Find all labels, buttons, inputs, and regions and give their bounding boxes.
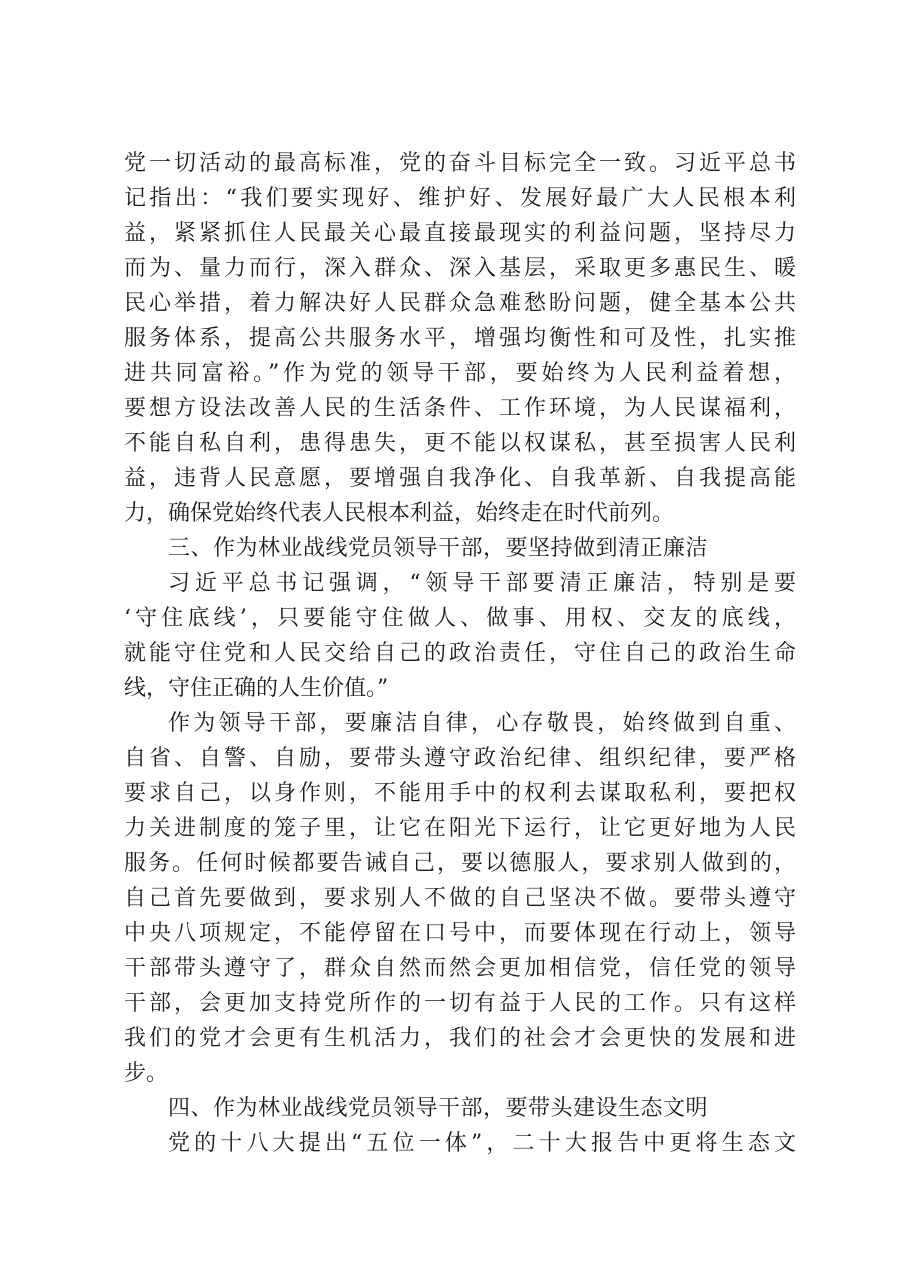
text-line: 自省、自警、自励，要带头遵守政治纪律、组织纪律，要严格 <box>124 746 796 771</box>
text-line: 作为领导干部，要廉洁自律，心存敬畏，始终做到自重、 <box>168 711 796 736</box>
text-line: 力关进制度的笼子里，让它在阳光下运行，让它更好地为人民 <box>124 816 796 841</box>
section-heading <box>124 1091 796 1126</box>
text-line: 我们的党才会更有生机活力，我们的社会才会更快的发展和进 <box>124 1026 796 1051</box>
paragraph <box>124 706 796 1091</box>
text-line: 干部，会更加支持党所作的一切有益于人民的工作。只有这样 <box>124 991 796 1016</box>
text-line: 进共同富裕。”作为党的领导干部，要始终为人民利益着想， <box>124 361 796 386</box>
text-line: 益，违背人民意愿，要增强自我净化、自我革新、自我提高能 <box>124 466 796 491</box>
text-line: 步。 <box>124 1061 169 1086</box>
text-line: 中央八项规定，不能停留在口号中，而要体现在行动上，领导 <box>124 921 796 946</box>
text-line: 记指出：“我们要实现好、维护好、发展好最广大人民根本利 <box>124 186 796 211</box>
text-line: 服务。任何时候都要告诫自己，要以德服人，要求别人做到的， <box>124 851 796 876</box>
text-line: 力，确保党始终代表人民根本利益，始终走在时代前列。 <box>124 501 675 526</box>
text-line: 不能自私自利，患得患失，更不能以权谋私，甚至损害人民利 <box>124 431 796 456</box>
text-line: 干部带头遵守了，群众自然而然会更加相信党，信任党的领导 <box>124 956 796 981</box>
text-line: 党一切活动的最高标准，党的奋斗目标完全一致。习近平总书 <box>124 151 796 176</box>
text-line: 习近平总书记强调，“领导干部要清正廉洁，特别是要 <box>168 571 796 596</box>
heading-text: 四、作为林业战线党员领导干部，要带头建设生态文明 <box>168 1096 709 1121</box>
paragraph <box>124 1126 796 1161</box>
paragraph <box>124 566 796 706</box>
document-body <box>124 146 796 1161</box>
text-line: 自己首先要做到，要求别人不做的自己坚决不做。要带头遵守 <box>124 886 796 911</box>
text-line: 要想方设法改善人民的生活条件、工作环境，为人民谋福利， <box>124 396 796 421</box>
text-line: 线，守住正确的人生价值。” <box>124 676 389 701</box>
text-line: 就能守住党和人民交给自己的政治责任，守住自己的政治生命 <box>124 641 796 666</box>
text-line: 服务体系，提高公共服务水平，增强均衡性和可及性，扎实推 <box>124 326 796 351</box>
text-line: 益，紧紧抓住人民最关心最直接最现实的利益问题，坚持尽力 <box>124 221 796 246</box>
text-line: 要求自己，以身作则，不能用手中的权利去谋取私利，要把权 <box>124 781 796 806</box>
text-line: 民心举措，着力解决好人民群众急难愁盼问题，健全基本公共 <box>124 291 796 316</box>
text-line: ‘守住底线’，只要能守住做人、做事、用权、交友的底线， <box>124 606 796 631</box>
paragraph <box>124 146 796 531</box>
text-line: 党的十八大提出“五位一体”，二十大报告中更将生态文 <box>168 1131 796 1156</box>
section-heading <box>124 531 796 566</box>
text-line: 而为、量力而行，深入群众、深入基层，采取更多惠民生、暖 <box>124 256 796 281</box>
heading-text: 三、作为林业战线党员领导干部，要坚持做到清正廉洁 <box>168 536 709 561</box>
